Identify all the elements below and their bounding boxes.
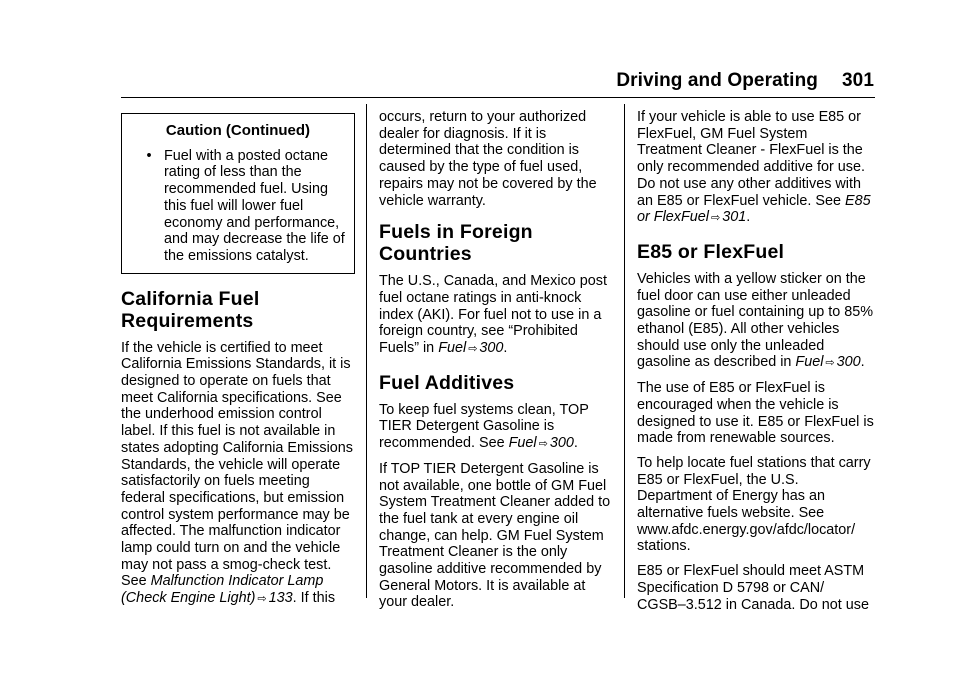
page-header xyxy=(616,70,874,92)
column-divider-1 xyxy=(366,104,367,598)
link-malfunction-indicator-lamp[interactable]: Malfunction Indicator Lamp (Check Engine Light) xyxy=(121,573,324,607)
additives-text: To keep fuel systems clean, TOP TIER Detergent Gasoline is recommended. See xyxy=(379,401,589,452)
page-ref-arrow-icon: ⇨ xyxy=(710,212,721,225)
header-rule xyxy=(121,97,875,98)
california-paragraph xyxy=(121,340,355,608)
additives-paragraph xyxy=(379,402,617,453)
page-ref-301[interactable]: 301 xyxy=(722,209,747,226)
toptier-paragraph: If TOP TIER Detergent Gasoline is not available, one bottle of GM Fuel System Treatment Cleaner added to the fuel tank at every engine oil change, can help. GM Fuel System Treatment Cleaner is the only gasoline additive recommended by General Motors. It is available at your dealer. xyxy=(379,460,611,611)
flexfuel-additive-text-end: . xyxy=(746,209,751,226)
heading-california-fuel: California Fuel Requirements xyxy=(121,287,260,332)
link-e85-flexfuel[interactable]: E85 or FlexFuel xyxy=(637,192,871,226)
page-ref-133[interactable]: 133 xyxy=(268,590,293,607)
column-1 xyxy=(121,109,355,616)
flexfuel-additive-paragraph xyxy=(637,109,875,227)
flexfuel-additive-text: If your vehicle is able to use E85 or FlexFuel, GM Fuel System Treatment Cleaner - FlexFuel is the only recommended additive for use. Do not use any other additives with an E85 or FlexFuel vehicle. See xyxy=(637,109,865,209)
bullet-icon: • xyxy=(146,147,152,164)
section-title: Driving and Operating xyxy=(616,70,818,91)
sticker-text: Vehicles with a yellow sticker on the fuel door can use either unleaded gasoline or fuel containing up to 85% ethanol (E85). All other vehicles should use only the unleaded gasoline as described in xyxy=(637,270,874,371)
page-ref-300[interactable]: 300 xyxy=(836,354,861,371)
caution-box xyxy=(121,113,355,274)
caution-item xyxy=(130,148,346,265)
warranty-paragraph: occurs, return to your authorized dealer for diagnosis. If it is determined that the condition is caused by the type of fuel used, repairs may not be covered by the vehicle warranty. xyxy=(379,109,597,209)
page-ref-300[interactable]: 300 xyxy=(479,340,504,357)
page-ref-arrow-icon: ⇨ xyxy=(538,438,548,451)
link-fuel[interactable]: Fuel xyxy=(438,340,467,357)
locate-paragraph: To help locate fuel stations that carry E85 or FlexFuel, the U.S. Department of Energy has an alternative fuels website. See www.afdc.energy.gov/afdc/locator/ stations. xyxy=(637,454,871,555)
link-fuel[interactable]: Fuel xyxy=(508,435,537,452)
sticker-text-end: . xyxy=(860,354,865,371)
california-text-end: . If this xyxy=(292,590,336,607)
california-text: If the vehicle is certified to meet California Emissions Standards, it is designed to operate on fuels that meet California specifications. See the underhood emission control label. If this fuel is not available in states adopting California Emissions Standards, the vehicle will operate satisfactorily on fuels meeting federal specifications, but emission control system performance may be affected. The malfunction indicator lamp could turn on and the vehicle may not pass a smog-check test. See xyxy=(121,339,353,590)
page-ref-arrow-icon: ⇨ xyxy=(468,343,478,356)
column-3 xyxy=(637,109,875,621)
page-ref-arrow-icon: ⇨ xyxy=(257,593,267,606)
foreign-text-end: . xyxy=(503,340,508,357)
foreign-paragraph xyxy=(379,273,617,358)
heading-fuel-additives: Fuel Additives xyxy=(379,371,515,394)
column-divider-2 xyxy=(624,104,625,598)
page-ref-300[interactable]: 300 xyxy=(549,435,574,452)
page-ref-arrow-icon: ⇨ xyxy=(825,357,835,370)
encouraged-paragraph: The use of E85 or FlexFuel is encouraged when the vehicle is designed to use it. E85 or FlexFuel is made from renewable sources. xyxy=(637,380,874,447)
astm-paragraph: E85 or FlexFuel should meet ASTM Specification D 5798 or CAN/ CGSB–3.512 in Canada. Do not use xyxy=(637,563,869,613)
sticker-paragraph xyxy=(637,271,875,372)
heading-fuels-foreign-countries: Fuels in Foreign Countries xyxy=(379,221,533,266)
link-fuel[interactable]: Fuel xyxy=(795,354,824,371)
column-2 xyxy=(379,109,617,619)
page-number: 301 xyxy=(841,70,874,91)
caution-title: Caution (Continued) xyxy=(165,122,311,139)
additives-text-end: . xyxy=(573,435,578,452)
caution-text: Fuel with a posted octane rating of less than the recommended fuel. Using this fuel will lower fuel economy and performance, and may decrease the life of the emissions catalyst. xyxy=(164,147,345,264)
foreign-text: The U.S., Canada, and Mexico post fuel octane ratings in anti-knock index (AKI). For fuel not to use in a foreign country, see “Prohibited Fuels” in xyxy=(379,273,607,357)
heading-e85-flexfuel: E85 or FlexFuel xyxy=(637,240,785,263)
